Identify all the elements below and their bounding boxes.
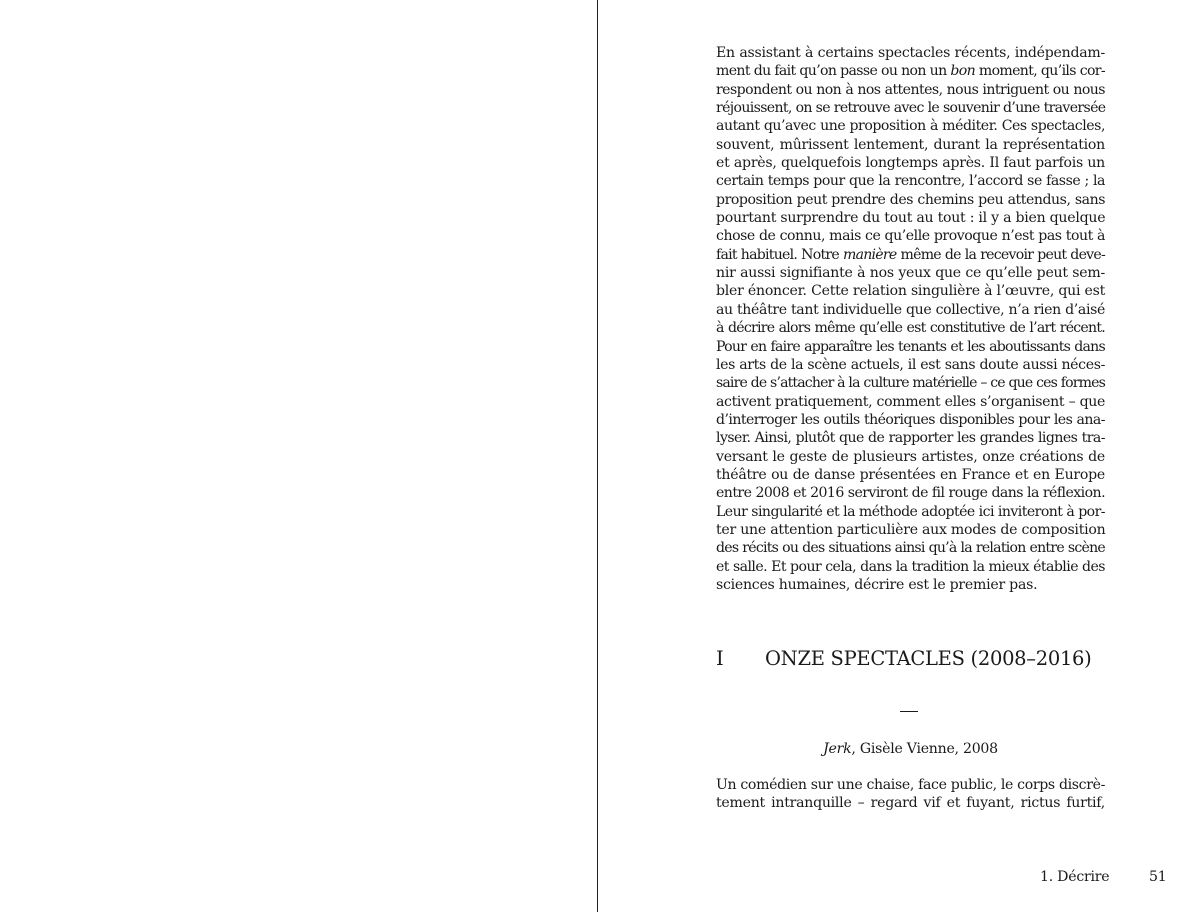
paragraph-line: saire de s’attacher à la culture matérielle – ce que ces formes [716, 375, 1105, 392]
paragraph-line: autant qu’avec une proposition à méditer. Ces spectacles, [716, 118, 1105, 135]
paragraph-line: Leur singularité et la méthode adoptée ici inviteront à por- [716, 503, 1105, 520]
paragraph-line: proposition peut prendre des chemins peu attendus, sans [716, 191, 1105, 208]
paragraph-line: et après, quelquefois longtemps après. Il faut parfois un [716, 155, 1105, 172]
paragraph-line: théâtre ou de danse présentées en France et en Europe [716, 466, 1105, 483]
work-title-italic: Jerk [823, 741, 852, 757]
paragraph-line: nir aussi signifiante à nos yeux que ce qu’elle peut sem- [716, 265, 1105, 282]
paragraph-line: Pour en faire apparaître les tenants et les aboutissants dans [716, 338, 1105, 355]
section-separator-dash [900, 711, 918, 712]
paragraph-line: d’interroger les outils théoriques disponibles pour les ana- [716, 411, 1105, 428]
paragraph-line: sciences humaines, décrire est le premier pas. [716, 576, 1038, 593]
emphasis-text: manière [842, 246, 897, 263]
paragraph-line: fait habituel. Notre manière même de la recevoir peut deve- [716, 246, 1105, 263]
paragraph-line: à décrire alors même qu’elle est constitutive de l’art récent. [716, 320, 1105, 337]
paragraph-line: pourtant surprendre du tout au tout : il y a bien quelque [716, 210, 1106, 227]
paragraph-line: et salle. Et pour cela, dans la tradition la mieux établie des [716, 558, 1105, 575]
paragraph-line: tement intranquille – regard vif et fuyant, rictus furtif, [716, 795, 1105, 812]
paragraph-line: certain temps pour que la rencontre, l’accord se fasse ; la [716, 173, 1105, 190]
right-page [598, 0, 1194, 912]
paragraph-line: des récits ou des situations ainsi qu’à la relation entre scène [716, 540, 1105, 557]
paragraph-line: au théâtre tant individuelle que collective, n’a rien d’aisé [716, 301, 1105, 318]
paragraph-line: les arts de la scène actuels, il est sans doute aussi néces- [716, 356, 1105, 373]
paragraph-line: Un comédien sur une chaise, face public, le corps discrè- [716, 777, 1105, 793]
page-number: 51 [1149, 869, 1167, 885]
paragraph-line: chose de connu, mais ce qu’elle provoque n’est pas tout à [716, 228, 1105, 245]
paragraph-line: respondent ou non à nos attentes, nous intriguent ou nous [716, 81, 1105, 98]
paragraph-line: réjouissent, on se retrouve avec le souvenir d’une traversée [716, 100, 1106, 117]
body-paragraph [716, 776, 1105, 813]
paragraph-line: bler énoncer. Cette relation singulière à l’œuvre, qui est [716, 283, 1105, 300]
paragraph-line: souvent, mûrissent lentement, durant la représentation [716, 136, 1105, 153]
paragraph-line: activent pratiquement, comment elles s’organisent – que [716, 393, 1105, 410]
paragraph-line: En assistant à certains spectacles récents, indépendam- [716, 45, 1105, 61]
paragraph-line: versant le geste de plusieurs artistes, onze créations de [716, 448, 1105, 465]
paragraph-line: entre 2008 et 2016 serviront de fil rouge dans la réflexion. [716, 485, 1105, 502]
work-title-credit: , Gisèle Vienne, 2008 [851, 741, 998, 757]
work-title [716, 740, 1105, 758]
section-heading [716, 647, 1105, 671]
section-title: ONZE SPECTACLES (2008–2016) [765, 647, 1092, 670]
section-number: I [716, 647, 724, 670]
paragraph-line: lyser. Ainsi, plutôt que de rapporter les grandes lignes tra- [716, 430, 1105, 447]
running-footer-section: 1. Décrire [1040, 869, 1110, 885]
paragraph-line: ment du fait qu’on passe ou non un bon moment, qu’ils cor- [716, 63, 1105, 80]
emphasis-text: bon [950, 63, 975, 80]
paragraph-line: ter une attention particulière aux modes de composition [716, 521, 1106, 538]
intro-paragraph [716, 44, 1105, 594]
